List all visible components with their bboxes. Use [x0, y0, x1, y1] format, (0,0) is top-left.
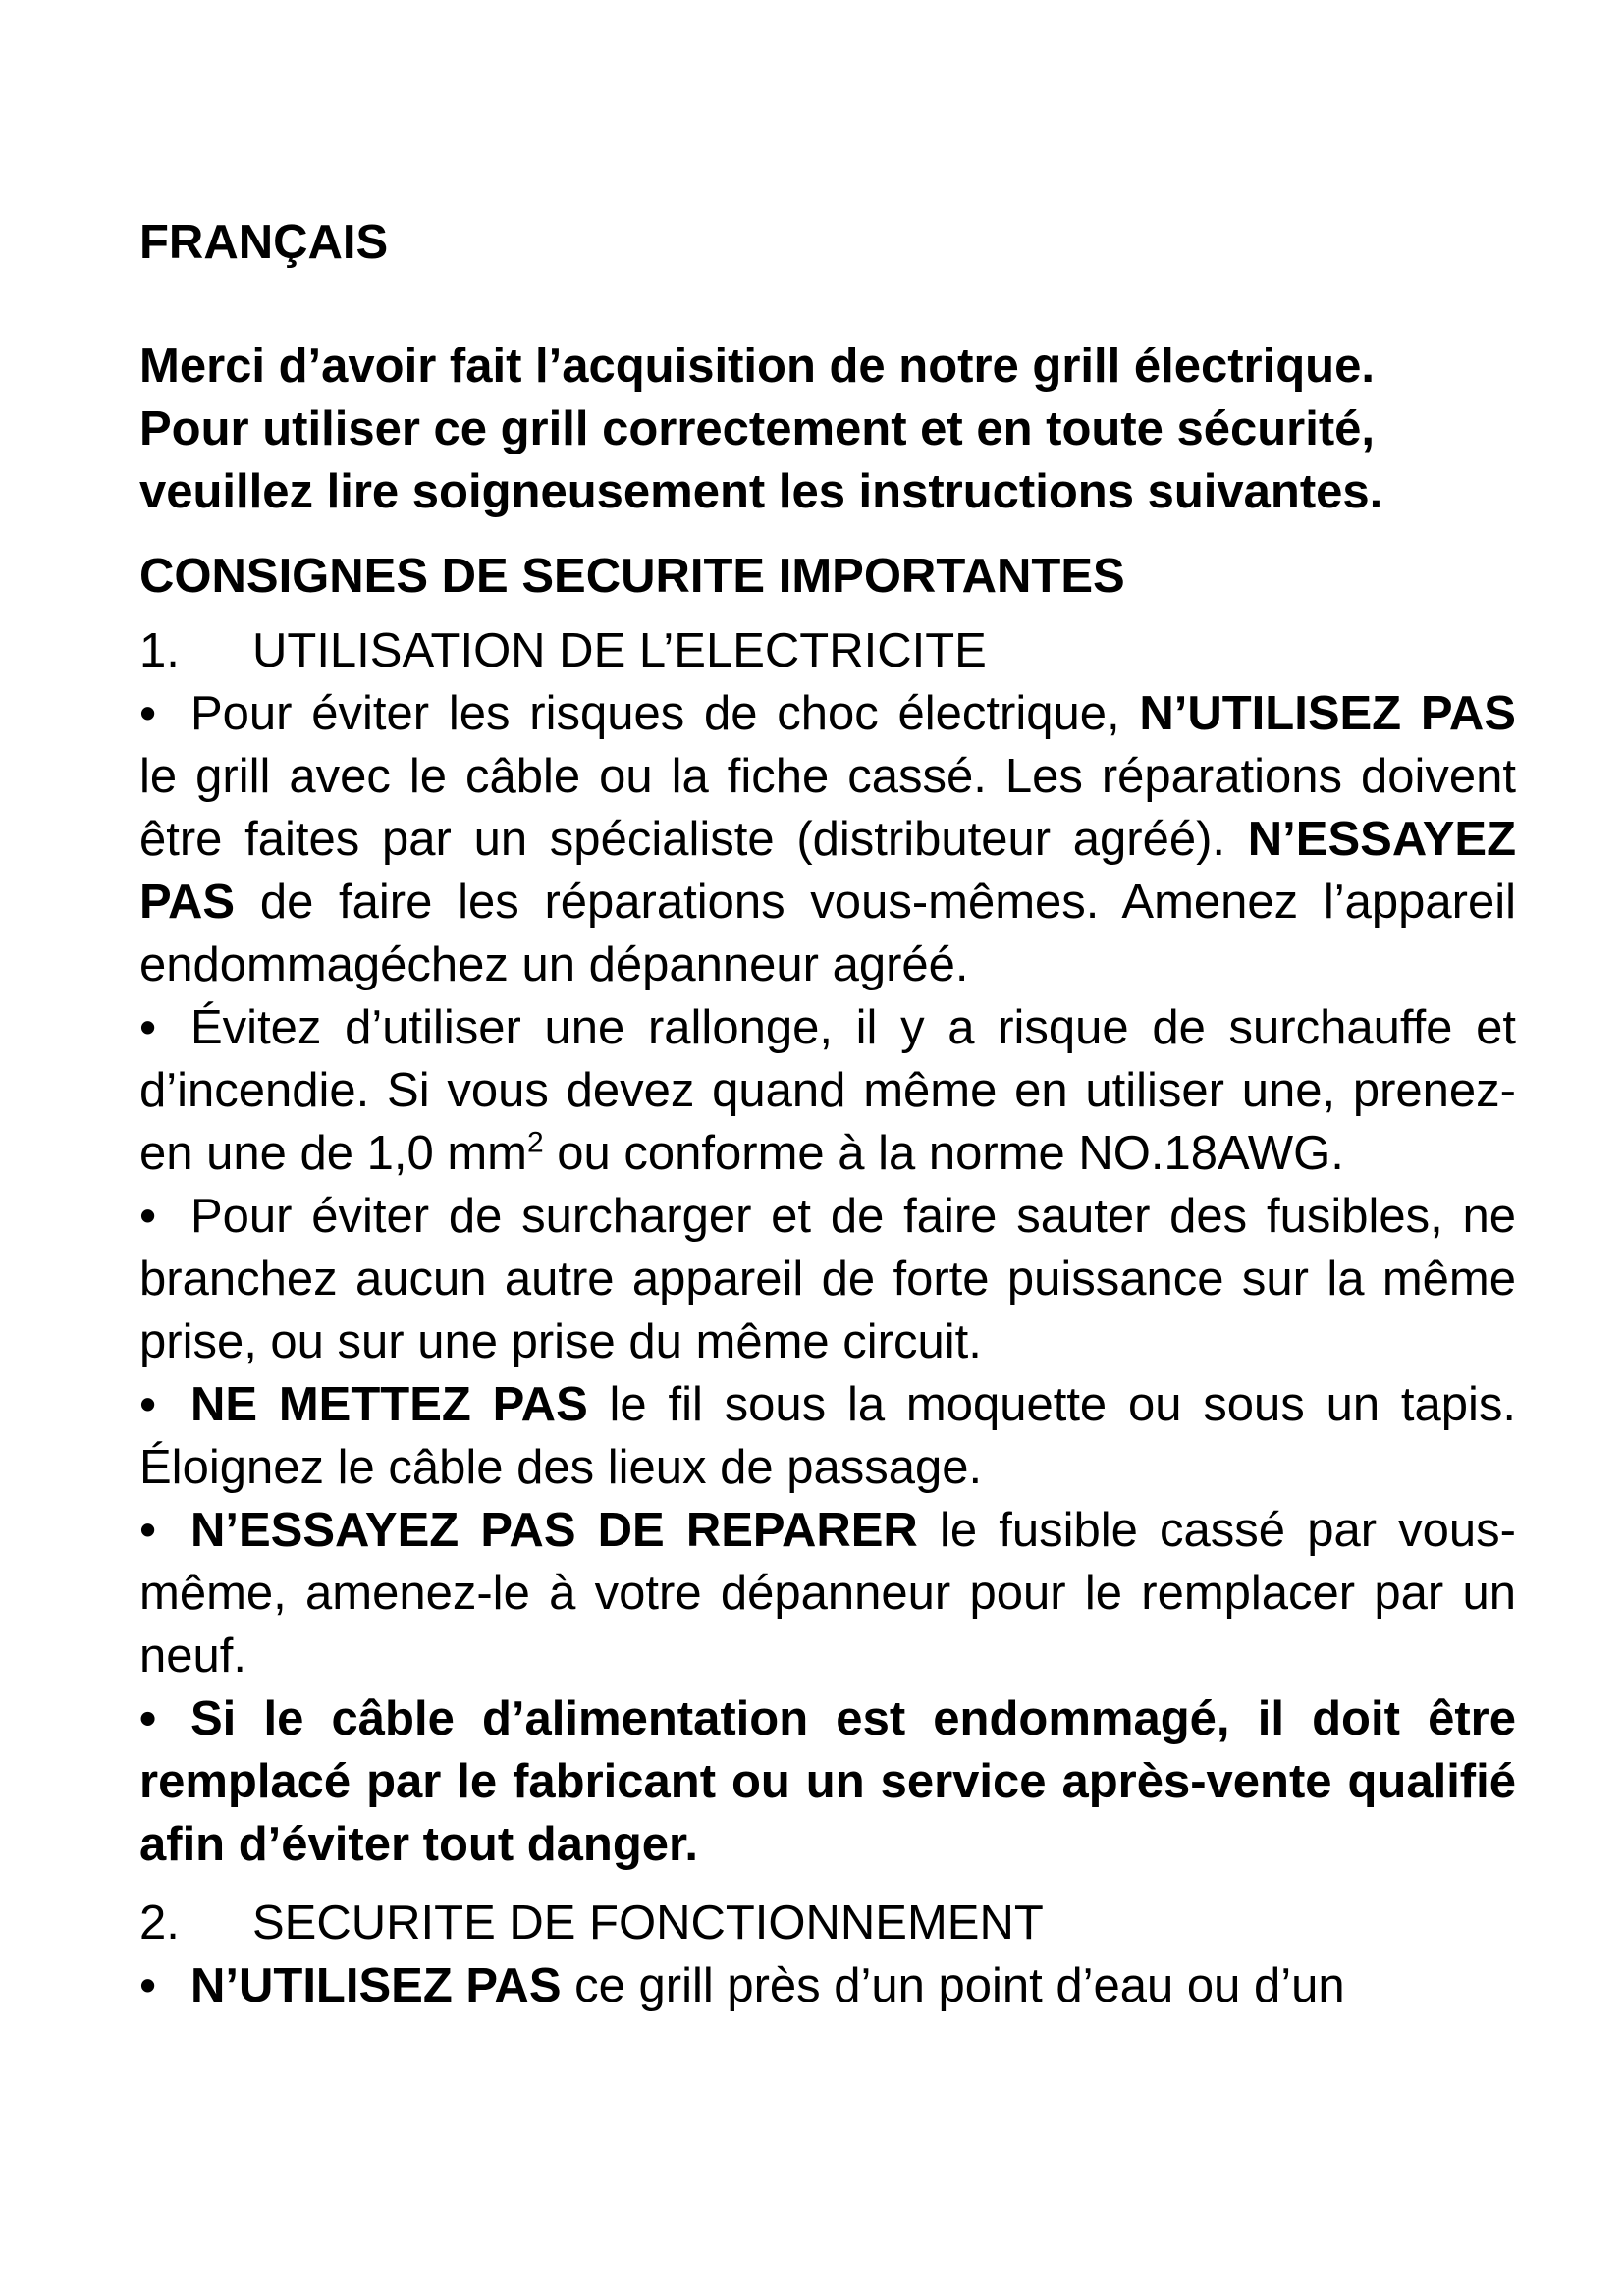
section-number: 2.: [139, 1896, 180, 1949]
intro-text: [139, 335, 1516, 523]
superscript: 2: [526, 1126, 544, 1159]
warning-text: N’UTILISEZ PAS: [190, 1959, 562, 2012]
paragraph-fuse: • N’ESSAYEZ PAS DE REPARER le fusible cassé par vous-même, amenez-le à votre dépanneur pour le remplacer par un neuf.: [139, 1499, 1516, 1687]
main-heading: CONSIGNES DE SECURITE IMPORTANTES: [139, 550, 1125, 603]
section-title: UTILISATION DE L’ELECTRICITE: [252, 624, 987, 677]
intro-line: veuillez lire soigneusement les instructions suivantes.: [139, 465, 1383, 518]
warning-text: N’UTILISEZ PAS: [1139, 687, 1516, 740]
section-number: 1.: [139, 624, 180, 677]
bullet-icon: •: [139, 1001, 157, 1054]
bullet-icon: •: [139, 1190, 157, 1243]
warning-text: N’ESSAYEZ PAS DE REPARER: [190, 1504, 918, 1557]
document-page: [139, 211, 1516, 2017]
bullet-icon: •: [139, 687, 157, 740]
paragraph-electric-shock: • Pour éviter les risques de choc électrique, N’UTILISEZ PAS le grill avec le câble ou la fiche cassé. Les réparations doivent être faites par un spécialiste (distributeur agréé). N’ESSAYEZ PAS de faire les réparations vous-mêmes. Amenez l’appareil endommagéchez un dépanneur agréé.: [139, 682, 1516, 996]
bullet-icon: •: [139, 1504, 157, 1557]
paragraph-power-cable: • Si le câble d’alimentation est endommagé, il doit être remplacé par le fabricant ou un service après-vente qualifié afin d’éviter tout danger.: [139, 1687, 1516, 1876]
bullet-icon: •: [139, 1959, 157, 2012]
paragraph-carpet: • NE METTEZ PAS le fil sous la moquette ou sous un tapis. Éloignez le câble des lieux de passage.: [139, 1373, 1516, 1499]
section-2-heading: [139, 1892, 1516, 1954]
warning-text: NE METTEZ PAS: [190, 1378, 588, 1431]
section-1-heading: [139, 619, 1516, 682]
intro-line: Merci d’avoir fait l’acquisition de notre grill électrique.: [139, 340, 1375, 393]
bullet-icon: •: [139, 1692, 157, 1745]
bullet-icon: •: [139, 1378, 157, 1431]
section-title: SECURITE DE FONCTIONNEMENT: [252, 1896, 1044, 1949]
paragraph-water: • N’UTILISEZ PAS ce grill près d’un point d’eau ou d’un: [139, 1954, 1516, 2017]
paragraph-extension-cord: • Évitez d’utiliser une rallonge, il y a risque de surchauffe et d’incendie. Si vous devez quand même en utiliser une, prenez-en une de 1,0 $mm^2$ ou conforme à la norme NO.18AWG.: [139, 996, 1516, 1185]
language-heading: FRANÇAIS: [139, 216, 389, 269]
intro-line: Pour utiliser ce grill correctement et en toute sécurité,: [139, 402, 1376, 455]
paragraph-overload: • Pour éviter de surcharger et de faire sauter des fusibles, ne branchez aucun autre appareil de forte puissance sur la même prise, ou sur une prise du même circuit.: [139, 1185, 1516, 1373]
warning-text: N’ESSAYEZ PAS: [139, 813, 1516, 929]
